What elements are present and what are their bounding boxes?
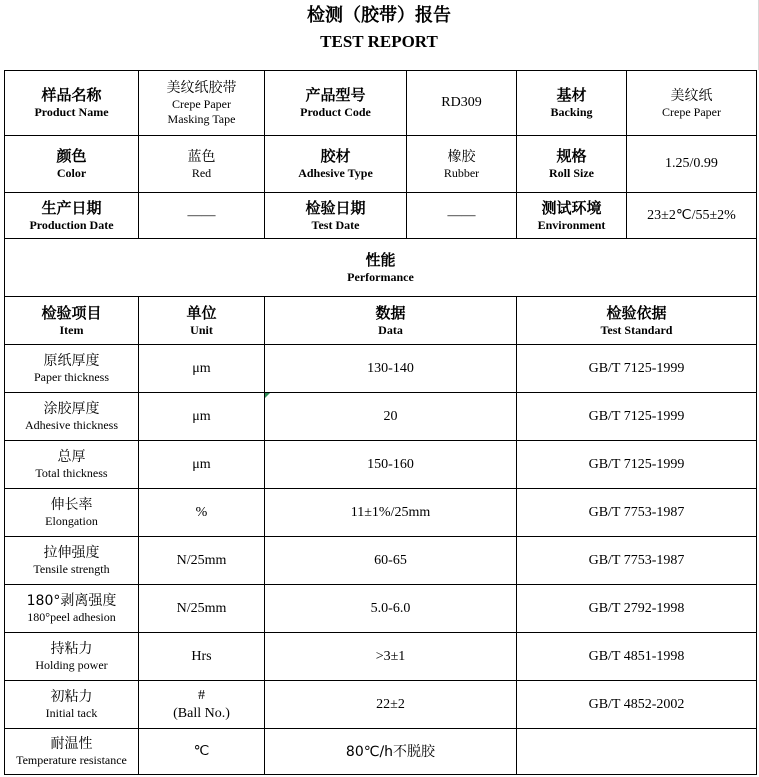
- data-text: 130-140: [367, 360, 414, 376]
- adhesive-type-label: [265, 136, 407, 193]
- report-title-cn: 检测（胶带）报告: [307, 5, 451, 26]
- unit-cell: [139, 489, 265, 537]
- environment-value-text: 23±2℃/55±2%: [647, 207, 736, 223]
- standard-cell: [517, 489, 757, 537]
- unit-cell: [139, 633, 265, 681]
- header-unit-cn: 单位: [186, 303, 217, 322]
- unit-text: N/25mm: [176, 552, 227, 568]
- product-name-label-en: Product Name: [34, 105, 109, 119]
- item-cn: 初粘力: [50, 689, 93, 705]
- item-cn: 180°剥离强度: [26, 593, 117, 609]
- unit-text: μm: [192, 360, 211, 376]
- item-en: 180°peel adhesion: [27, 610, 116, 624]
- standard-text: GB/T 7125-1999: [588, 456, 685, 472]
- data-cell: [265, 393, 517, 441]
- item-cn: 耐温性: [50, 736, 93, 752]
- product-code-label-cn: 产品型号: [305, 86, 366, 104]
- performance-heading-en: Performance: [347, 269, 414, 284]
- unit-cell: [139, 345, 265, 393]
- item-en: Holding power: [35, 658, 108, 672]
- item-cell: [5, 585, 139, 633]
- product-name-label: [5, 71, 139, 136]
- unit-text: μm: [192, 408, 211, 424]
- item-en: Tensile strength: [33, 562, 110, 576]
- item-en: Initial tack: [45, 706, 98, 720]
- table-row: [5, 489, 757, 537]
- adhesive-type-value-cn: 橡胶: [447, 148, 476, 165]
- table-row: [5, 393, 757, 441]
- item-cell: [5, 729, 139, 775]
- color-value-en: Red: [191, 165, 212, 180]
- backing-value-en: Crepe Paper: [662, 104, 721, 119]
- product-code-label-en: Product Code: [300, 105, 371, 119]
- data-cell: [265, 345, 517, 393]
- data-text: 20: [383, 408, 398, 424]
- data-text: 5.0-6.0: [370, 600, 411, 616]
- header-unit-en: Unit: [190, 322, 213, 337]
- roll-size-value: [627, 136, 757, 193]
- roll-size-label: [517, 136, 627, 193]
- unit-cell: [139, 537, 265, 585]
- unit-text-2: (Ball No.): [173, 705, 230, 721]
- item-cell: [5, 633, 139, 681]
- item-cell: [5, 441, 139, 489]
- standard-text: GB/T 4852-2002: [588, 696, 685, 712]
- unit-text: μm: [192, 456, 211, 472]
- product-name-value: [139, 71, 265, 136]
- data-cell: [265, 441, 517, 489]
- data-cell: [265, 633, 517, 681]
- standard-text: GB/T 7125-1999: [588, 408, 685, 424]
- item-en: Paper thickness: [34, 370, 109, 384]
- data-text: >3±1: [375, 648, 406, 664]
- production-date-label: [5, 193, 139, 239]
- adhesive-type-label-en: Adhesive Type: [298, 166, 373, 180]
- item-cn: 原纸厚度: [43, 353, 100, 369]
- backing-label: [517, 71, 627, 136]
- product-code-value: [407, 71, 517, 136]
- adhesive-type-label-cn: 胶材: [320, 147, 351, 165]
- info-row-1: [5, 71, 757, 136]
- header-data: [265, 297, 517, 345]
- data-cell: [265, 729, 517, 775]
- environment-label-cn: 测试环境: [541, 198, 602, 217]
- standard-cell: [517, 441, 757, 489]
- header-standard-cn: 检验依据: [606, 303, 667, 322]
- table-row: [5, 537, 757, 585]
- info-row-2: [5, 136, 757, 193]
- unit-text: N/25mm: [176, 600, 227, 616]
- unit-text: %: [195, 504, 208, 520]
- standard-text: GB/T 7753-1987: [588, 504, 685, 520]
- test-date-label-en: Test Date: [311, 217, 360, 232]
- adhesive-type-value: [407, 136, 517, 193]
- production-date-label-en: Production Date: [29, 217, 114, 232]
- color-label-en: Color: [56, 166, 87, 180]
- data-cell: [265, 681, 517, 729]
- data-cell: [265, 585, 517, 633]
- color-label: [5, 136, 139, 193]
- product-code-label: [265, 71, 407, 136]
- test-date-value: [407, 193, 517, 239]
- table-row: [5, 585, 757, 633]
- backing-value-cn: 美纹纸: [670, 87, 713, 104]
- data-text: 150-160: [367, 456, 414, 472]
- roll-size-label-en: Roll Size: [549, 166, 594, 180]
- cell-comment-marker: [265, 393, 270, 398]
- adhesive-type-value-en: Rubber: [443, 165, 480, 180]
- standard-cell: [517, 729, 757, 775]
- product-name-value-en2: Masking Tape: [167, 112, 236, 126]
- performance-row: [5, 239, 757, 297]
- production-date-value-text: ——: [187, 207, 216, 223]
- header-data-en: Data: [378, 322, 403, 337]
- header-standard: [517, 297, 757, 345]
- data-cell: [265, 537, 517, 585]
- header-item-en: Item: [59, 322, 84, 337]
- standard-cell: [517, 537, 757, 585]
- test-report-table: [4, 70, 757, 775]
- header-standard-en: Test Standard: [600, 322, 673, 337]
- header-item-cn: 检验项目: [41, 303, 102, 322]
- item-en: Temperature resistance: [16, 753, 127, 767]
- data-text: 11±1%/25mm: [350, 504, 431, 520]
- table-row: [5, 633, 757, 681]
- roll-size-value-text: 1.25/0.99: [665, 156, 718, 171]
- product-code-value-text: RD309: [441, 95, 482, 110]
- header-item: [5, 297, 139, 345]
- unit-cell: [139, 729, 265, 775]
- color-value: [139, 136, 265, 193]
- item-cn: 拉伸强度: [43, 545, 100, 561]
- product-name-value-en1: Crepe Paper: [172, 97, 231, 111]
- environment-value: [627, 193, 757, 239]
- standard-cell: [517, 345, 757, 393]
- product-name-value-cn: 美纹纸胶带: [166, 80, 237, 96]
- test-date-label-cn: 检验日期: [305, 198, 366, 217]
- item-cn: 持粘力: [50, 641, 93, 657]
- standard-cell: [517, 393, 757, 441]
- item-cn: 总厚: [57, 449, 86, 465]
- unit-text: #: [198, 687, 205, 703]
- info-row-3: [5, 193, 757, 239]
- standard-cell: [517, 633, 757, 681]
- table-row: [5, 345, 757, 393]
- data-text: 80℃/h不脱胶: [345, 743, 436, 760]
- backing-value: [627, 71, 757, 136]
- environment-label: [517, 193, 627, 239]
- data-text: 22±2: [376, 696, 405, 712]
- item-cn: 伸长率: [50, 497, 93, 513]
- color-value-cn: 蓝色: [187, 148, 216, 165]
- unit-cell: [139, 681, 265, 729]
- standard-text: GB/T 2792-1998: [588, 600, 685, 616]
- unit-cell: [139, 441, 265, 489]
- performance-heading-cn: 性能: [365, 250, 396, 269]
- unit-text: Hrs: [191, 648, 212, 664]
- product-name-label-cn: 样品名称: [41, 86, 102, 104]
- report-title-en: TEST REPORT: [320, 32, 438, 51]
- report-title-area: [0, 0, 759, 62]
- standard-text: GB/T 7753-1987: [588, 552, 685, 568]
- header-data-cn: 数据: [375, 303, 406, 322]
- table-row: [5, 729, 757, 775]
- performance-heading: [5, 239, 757, 297]
- roll-size-label-cn: 规格: [556, 147, 587, 165]
- unit-cell: [139, 585, 265, 633]
- test-date-value-text: ——: [447, 207, 476, 223]
- table-row: [5, 681, 757, 729]
- item-en: Adhesive thickness: [25, 418, 118, 432]
- production-date-label-cn: 生产日期: [41, 198, 102, 217]
- unit-cell: [139, 393, 265, 441]
- standard-cell: [517, 585, 757, 633]
- item-cell: [5, 393, 139, 441]
- data-text: 60-65: [374, 552, 407, 568]
- unit-text: ℃: [193, 743, 210, 759]
- item-en: Total thickness: [35, 466, 108, 480]
- item-en: Elongation: [45, 514, 98, 528]
- header-unit: [139, 297, 265, 345]
- title-gap: [0, 62, 759, 70]
- item-cell: [5, 537, 139, 585]
- column-header-row: [5, 297, 757, 345]
- data-cell: [265, 489, 517, 537]
- item-cell: [5, 681, 139, 729]
- item-cn: 涂胶厚度: [43, 401, 100, 417]
- production-date-value: [139, 193, 265, 239]
- item-cell: [5, 489, 139, 537]
- backing-label-cn: 基材: [556, 86, 587, 104]
- backing-label-en: Backing: [550, 105, 593, 119]
- test-date-label: [265, 193, 407, 239]
- item-cell: [5, 345, 139, 393]
- standard-text: GB/T 7125-1999: [588, 360, 685, 376]
- table-row: [5, 441, 757, 489]
- color-label-cn: 颜色: [56, 147, 87, 165]
- environment-label-en: Environment: [537, 217, 606, 232]
- standard-cell: [517, 681, 757, 729]
- standard-text: GB/T 4851-1998: [588, 648, 685, 664]
